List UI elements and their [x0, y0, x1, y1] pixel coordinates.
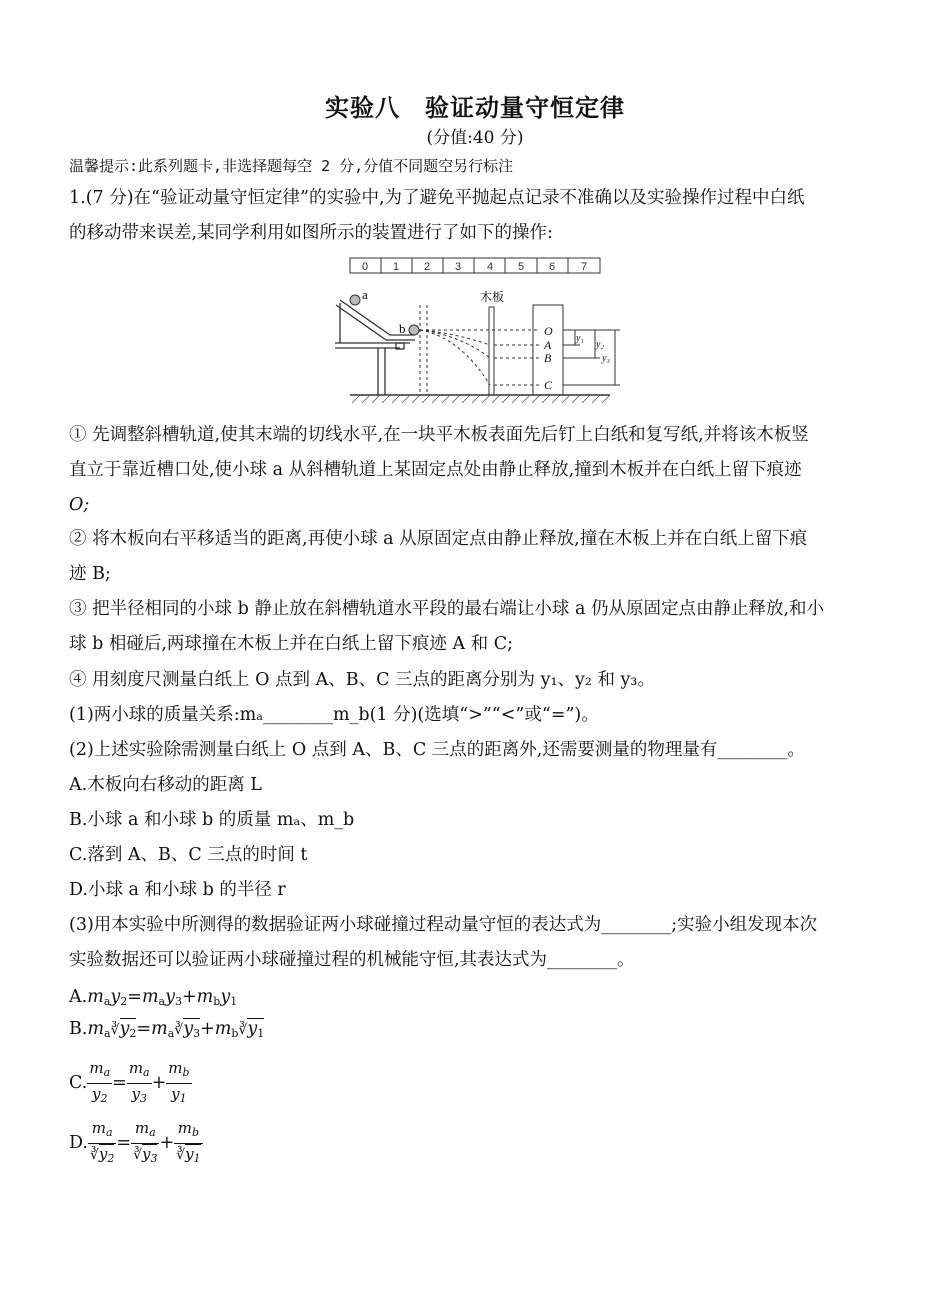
step-1-line-3: O; [69, 495, 90, 515]
ruler-tick-2: 2 [423, 261, 431, 273]
sub-question-3-line-2: 实验数据还可以验证两小球碰撞过程的机械能守恒,其表达式为________。 [69, 950, 635, 970]
ruler-tick-1: 1 [392, 261, 400, 273]
ruler [350, 258, 600, 273]
q3-option-a: $A.m_ay_2=m_ay_3+m_by_1$ [69, 987, 238, 1008]
tip-text: 温馨提示:此系列题卡,非选择题每空 2 分,分值不同题空另行标注 [69, 157, 514, 175]
dim-y3: y₃ [602, 353, 610, 364]
board-label: 木板 [480, 290, 505, 304]
step-1-line-1: ① 先调整斜槽轨道,使其末端的切线水平,在一块平木板表面先后钉上白纸和复写纸,并将该木板竖 [69, 425, 809, 445]
score-note: (分值:40 分) [426, 128, 524, 148]
q2-option-d: D.小球 a 和小球 b 的半径 r [69, 880, 286, 900]
step-3-line-2: 球 b 相碰后,两球撞在木板上并在白纸上留下痕迹 A 和 C; [69, 634, 514, 654]
step-2-line-1: ② 将木板向右平移适当的距离,再使小球 a 从原固定点由静止释放,撞在木板上并在白纸上留下痕 [69, 529, 808, 549]
point-B: B [544, 351, 552, 365]
ball-a-icon [350, 295, 360, 305]
q3-option-c: C. $\frac{m_a}{y_2}$ = $\frac{m_a}{y_3}$ + $\frac{m_b}{y_1}$ [69, 1059, 190, 1105]
sub-question-3-line-1: (3)用本实验中所测得的数据验证两小球碰撞过程动量守恒的表达式为________;实验小组发现本次 [69, 915, 818, 935]
ruler-tick-3: 3 [454, 261, 462, 273]
question-intro-1: 1.(7 分)在“验证动量守恒定律”的实验中,为了避免平抛起点记录不准确以及实验操作过程中白纸 [69, 188, 805, 208]
page-title: 实验八 验证动量守恒定律 [325, 94, 625, 122]
ruler-tick-0: 0 [361, 261, 369, 273]
step-4: ④ 用刻度尺测量白纸上 O 点到 A、B、C 三点的距离分别为 y₁、y₂ 和 y₃。 [69, 670, 655, 690]
ruler-tick-5: 5 [517, 261, 525, 273]
sub-question-2: (2)上述实验除需测量白纸上 O 点到 A、B、C 三点的距离外,还需要测量的物理量有________。 [69, 740, 805, 760]
q2-option-c: C.落到 A、B、C 三点的时间 t [69, 845, 308, 865]
q2-option-b: B.小球 a 和小球 b 的质量 mₐ、m_b [69, 810, 355, 830]
point-C: C [544, 378, 553, 392]
apparatus-figure [330, 255, 620, 410]
point-O: O [544, 324, 553, 338]
ball-b-label: b [399, 321, 406, 336]
ruler-tick-6: 6 [548, 261, 556, 273]
question-intro-2: 的移动带来误差,某同学利用如图所示的装置进行了如下的操作: [69, 223, 553, 243]
point-A: A [544, 338, 552, 352]
ruler-tick-4: 4 [486, 261, 494, 273]
ball-b-icon [409, 325, 419, 335]
chute-stand [335, 300, 415, 395]
q3-option-b: $B.m_a∛y_2=m_a∛y_3+m_b∛y_1$ [69, 1019, 265, 1040]
dim-y2: y₂ [596, 339, 604, 350]
step-2-line-2: 迹 B; [69, 564, 111, 584]
q2-option-a: A.木板向右移动的距离 L [69, 775, 262, 795]
q3-option-d: D. $\frac{m_a}{∛y_2}$ = $\frac{m_a}{∛y_3}$ + $\frac{m_b}{∛y_1}$ [69, 1119, 201, 1165]
ruler-tick-7: 7 [580, 261, 588, 273]
sub-question-1: (1)两小球的质量关系:mₐ________m_b(1 分)(选填“>”“<”或“=”)。 [69, 705, 599, 725]
dim-y1: y₁ [576, 333, 584, 344]
step-1-line-2: 直立于靠近槽口处,使小球 a 从斜槽轨道上某固定点处由静止释放,撞到木板并在白纸上留下痕迹 [69, 460, 802, 480]
step-3-line-1: ③ 把半径相同的小球 b 静止放在斜槽轨道水平段的最右端让小球 a 仍从原固定点由静止释放,和小 [69, 599, 825, 619]
ball-a-label: a [362, 287, 368, 302]
